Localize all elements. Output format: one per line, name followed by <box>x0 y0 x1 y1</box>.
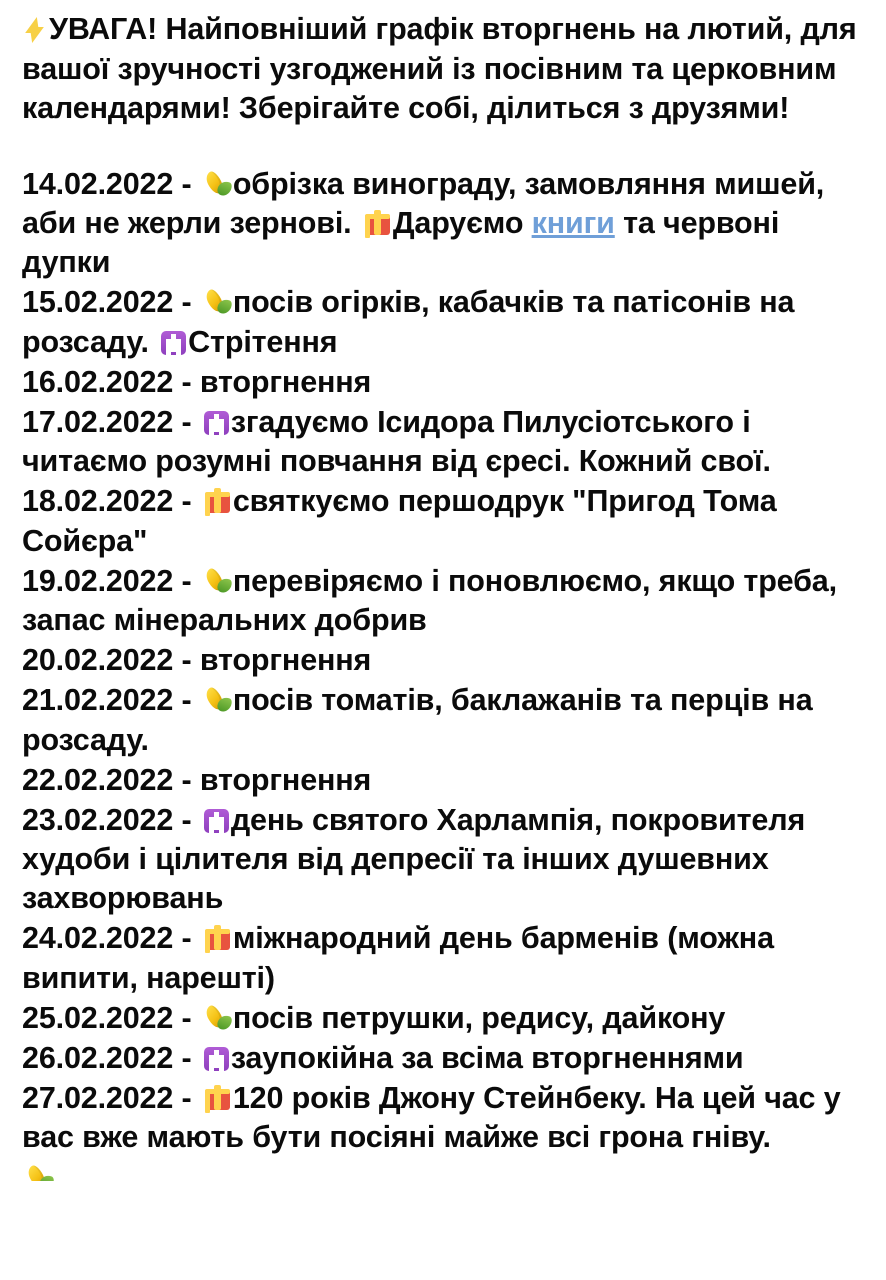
list-item <box>22 999 870 1038</box>
entry-dash: - <box>181 563 192 598</box>
entry-text: перевіряємо і поновлюємо, якщо треба, запас мінеральних добрив <box>22 563 837 637</box>
clipped-list-item <box>22 1159 870 1181</box>
entry-text: день святого Харлампія, покровителя худоби і цілителя від депресії та інших душевних захворювань <box>22 802 806 916</box>
entry-dash: - <box>181 762 192 797</box>
list-item <box>22 919 870 997</box>
lightning-bolt-icon <box>22 16 48 44</box>
entry-text-mid: Даруємо <box>392 206 532 241</box>
entry-dash: - <box>181 643 192 678</box>
entry-dash: - <box>181 683 192 718</box>
corn-icon <box>203 566 232 595</box>
entry-text: заупокійна за всіма вторгненнями <box>230 1041 744 1076</box>
entry-date: 15.02.2022 <box>22 285 174 320</box>
list-item <box>22 1079 870 1157</box>
list-item <box>22 641 870 680</box>
corn-icon <box>203 169 232 198</box>
entry-date: 24.02.2022 <box>22 921 174 956</box>
entry-date: 22.02.2022 <box>22 762 174 797</box>
purple-cross-icon <box>160 329 187 356</box>
list-item <box>22 801 870 919</box>
entry-dash: - <box>181 285 192 320</box>
entry-text-after: та червоні дупки <box>22 206 780 280</box>
list-item <box>22 562 870 640</box>
entry-dash: - <box>181 1000 192 1035</box>
corn-icon <box>203 287 232 316</box>
entry-date: 16.02.2022 <box>22 364 174 399</box>
entry-date: 19.02.2022 <box>22 563 174 598</box>
entry-dash: - <box>181 1081 192 1116</box>
gift-icon <box>203 1083 232 1112</box>
purple-cross-icon <box>203 1045 230 1072</box>
entry-text: посів петрушки, редису, дайкону <box>232 1000 726 1035</box>
list-item <box>22 363 870 402</box>
entry-dash: - <box>181 802 192 837</box>
gift-icon <box>363 208 392 237</box>
entry-text: святкуємо першодрук "Пригод Тома Сойєра" <box>22 484 777 558</box>
entry-text: обрізка винограду, замовляння мишей, аби не жерли зернові. <box>22 166 825 241</box>
entry-dash: - <box>181 921 192 956</box>
entry-dash: - <box>181 166 192 201</box>
entry-dash: - <box>181 364 192 399</box>
purple-cross-icon <box>203 807 230 834</box>
gift-icon <box>203 923 232 952</box>
entry-text: посів томатів, баклажанів та перців на розсаду. <box>22 683 813 757</box>
list-item <box>22 283 870 361</box>
corn-icon <box>203 1003 232 1032</box>
entry-date: 17.02.2022 <box>22 405 174 440</box>
entry-date: 25.02.2022 <box>22 1000 174 1035</box>
entry-text: вторгнення <box>199 762 372 797</box>
list-item <box>22 403 870 481</box>
entry-text: міжнародний день барменів (можна випити, нарешті) <box>22 921 774 995</box>
corn-icon <box>203 685 232 714</box>
schedule-list <box>22 165 870 1181</box>
list-item <box>22 1039 870 1078</box>
entry-date: 21.02.2022 <box>22 683 174 718</box>
entry-text: посів огірків, кабачків та патісонів на розсаду. <box>22 285 795 359</box>
entry-dash: - <box>181 405 192 440</box>
corn-icon <box>25 1163 54 1181</box>
list-item <box>22 761 870 800</box>
entry-dash: - <box>181 484 192 519</box>
purple-cross-icon <box>203 409 230 436</box>
list-item <box>22 482 870 560</box>
gift-icon <box>203 486 232 515</box>
entry-text: вторгнення <box>199 364 372 399</box>
list-item <box>22 681 870 759</box>
entry-date: 27.02.2022 <box>22 1081 174 1116</box>
entry-date: 18.02.2022 <box>22 484 174 519</box>
entry-text-mid: Стрітення <box>188 324 338 359</box>
post-intro-text: УВАГА! Найповніший графік вторгнень на лютий, для вашої зручності узгоджений із посівним та церковним календарями! Зберігайте собі, ділиться з друзями! <box>22 12 857 126</box>
entry-date: 20.02.2022 <box>22 643 174 678</box>
entry-text: згадуємо Ісидора Пилусіотського і читаємо розумні повчання від єресі. Кожний свої. <box>22 405 771 479</box>
entry-date: 26.02.2022 <box>22 1041 174 1076</box>
entry-date: 23.02.2022 <box>22 802 174 837</box>
entry-dash: - <box>181 1041 192 1076</box>
entry-link[interactable]: книги <box>531 206 615 241</box>
entry-text: 120 років Джону Стейнбеку. На цей час у вас вже мають бути посіяні майже всі грона гніву. <box>22 1081 841 1155</box>
list-item <box>22 165 870 283</box>
entry-text: вторгнення <box>199 643 372 678</box>
post-intro <box>22 10 870 129</box>
entry-date: 14.02.2022 <box>22 166 174 201</box>
